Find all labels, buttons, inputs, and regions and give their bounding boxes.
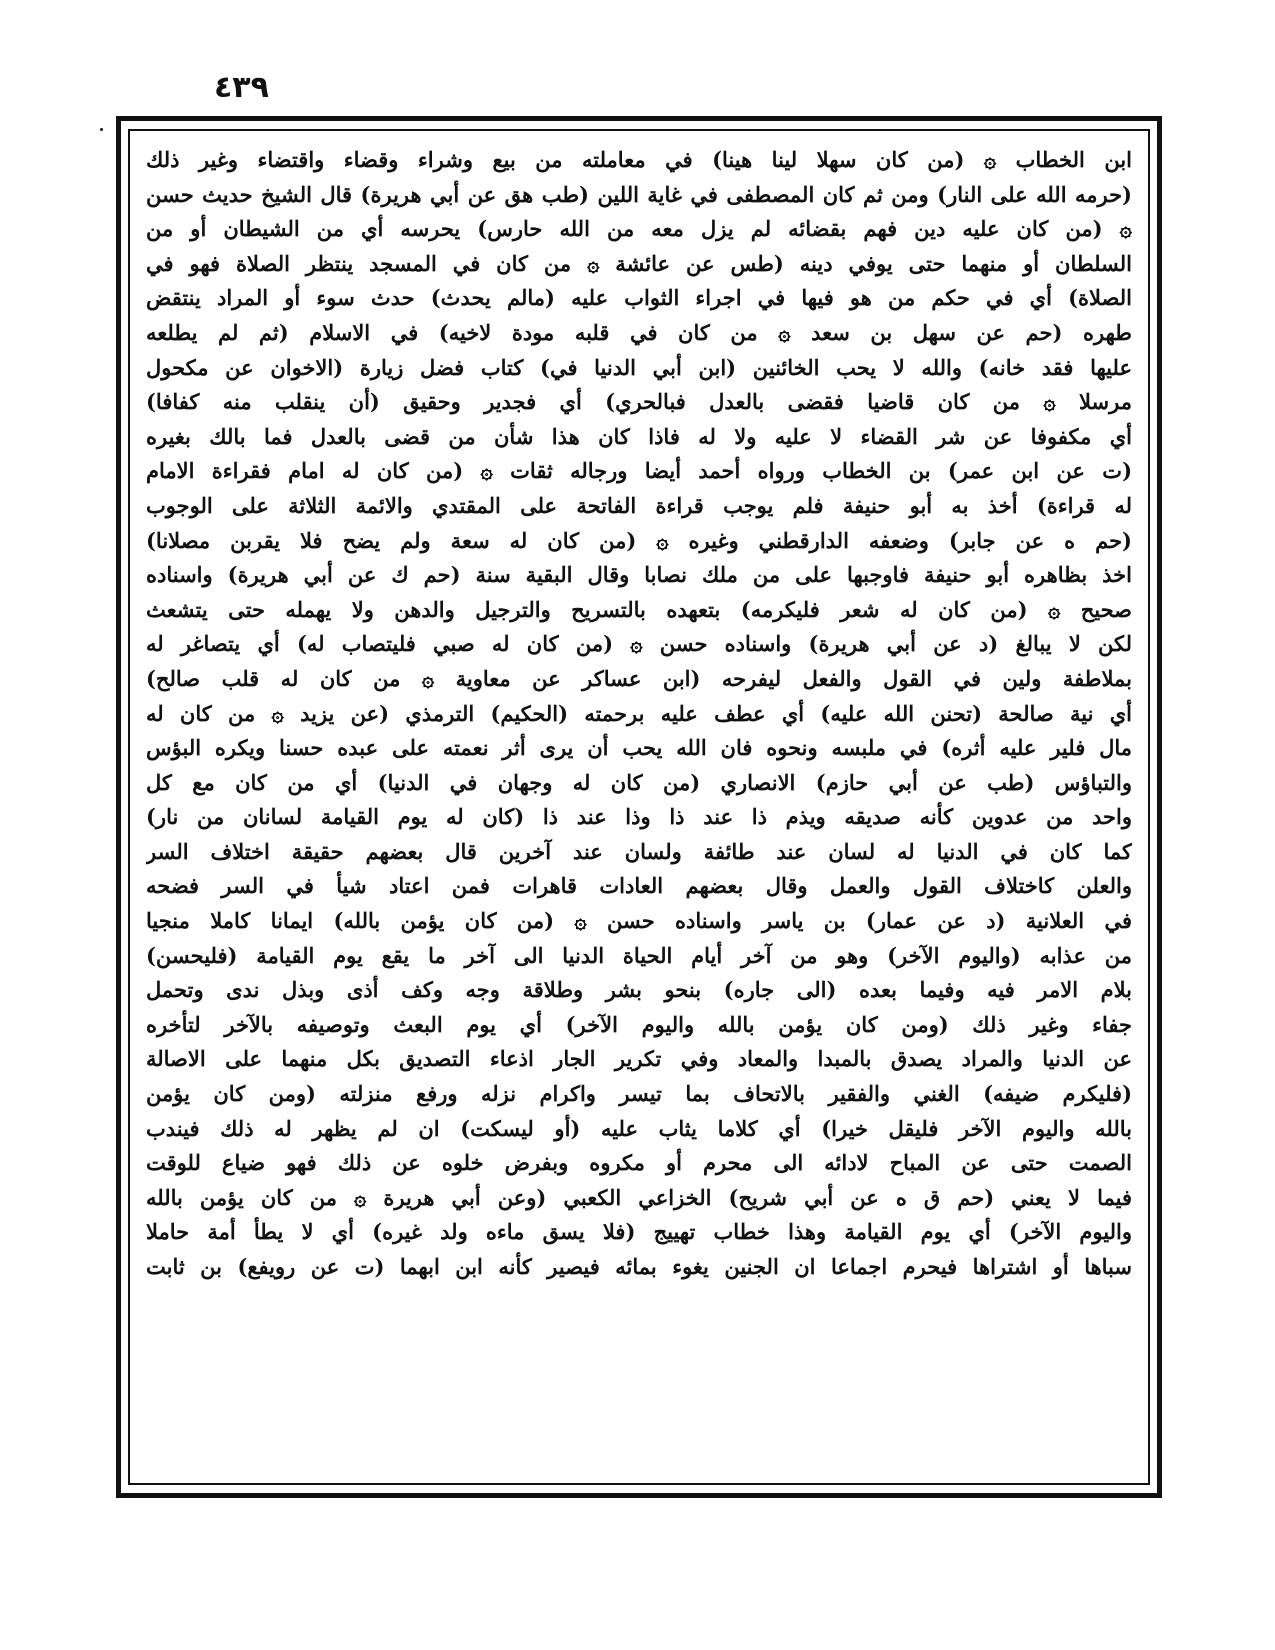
text-line: أي مكفوفا عن شر القضاء لا عليه ولا له فاذا كان هذا شأن من قضى بالعدل فما بالك بغيره xyxy=(146,423,1132,449)
text-line: والعلن كاختلاف القول والعمل وقال بعضهم العادات قاهرات فمن اعتاد شيأ في السر فضحه xyxy=(146,873,1132,899)
margin-dot xyxy=(100,128,103,131)
text-line: عليها فقد خانه) والله لا يحب الخائنين (ابن أبي الدنيا في) كتاب فضل زيارة (الاخوان عن مكحول xyxy=(146,354,1132,380)
text-line: (حرمه الله على النار) ومن ثم كان المصطفى في غاية اللين (طب هق عن أبي هريرة) قال الشيخ حديث حسن xyxy=(146,181,1132,207)
text-line: جفاء وغير ذلك (ومن كان يؤمن بالله واليوم الآخر) أي يوم البعث وتوصيفه بالآخر لتأخره xyxy=(146,1011,1132,1037)
text-line: واليوم الآخر) أي يوم القيامة وهذا خطاب تهييج (فلا يسق ماءه ولد غيره) أي لا يطأ أمة حاملا xyxy=(146,1219,1132,1245)
text-line: كما كان في الدنيا له لسان عند طائفة ولسان عند آخرين قال بعضهم حقيقة اختلاف السر xyxy=(146,838,1132,864)
text-line: مرسلا ۞ من كان قاضيا فقضى بالعدل فبالحري) أي فجدير وحقيق (أن ينقلب منه كفافا) xyxy=(146,389,1132,415)
text-line: الصمت حتى عن المباح لادائه الى محرم أو مكروه وبفرض خلوه عن ذلك فهو ضياع للوقت xyxy=(146,1150,1132,1176)
text-line: ابن الخطاب ۞ (من كان سهلا لينا هينا) في معاملته من بيع وشراء وقضاء واقتضاء وغير ذلك xyxy=(146,147,1132,172)
text-line: فيما لا يعني (حم ق ه عن أبي شريح) الخزاعي الكعبي (وعن أبي هريرة ۞ من كان يؤمن بالله xyxy=(146,1184,1132,1210)
text-line: اخذ بظاهره أبو حنيفة فاوجبها على من ملك نصابا وقال البقية سنة (حم ك عن أبي هريرة) واسناده xyxy=(146,562,1132,588)
text-line: بملاطفة ولين في القول والفعل ليفرحه (ابن عساكر عن معاوية ۞ من كان له قلب صالح) xyxy=(146,665,1132,691)
text-line: عن الدنيا والمراد يصدق بالمبدا والمعاد وفي تكرير الجار اذعاء التصديق بكل منهما على الاصالة xyxy=(146,1046,1132,1072)
text-line: بالله واليوم الآخر فليقل خيرا) أي كلاما يثاب عليه (أو ليسكت) ان لم يظهر له ذلك فيندب xyxy=(146,1115,1132,1141)
text-line: من عذابه (واليوم الآخر) وهو من آخر أيام الحياة الدنيا الى آخر ما يقع يوم القيامة (فليحسن) xyxy=(146,942,1132,968)
text-line: سباها أو اشتراها فيحرم اجماعا ان الجنين يغوء بمائه فيصير كأنه ابن ابهما (ت عن رويفع) بن ثابت xyxy=(146,1254,1132,1279)
text-line: (ت عن ابن عمر) بن الخطاب ورواه أحمد أيضا ورجاله ثقات ۞ (من كان له امام فقراءة الامام xyxy=(146,458,1132,484)
text-line: لكن لا يبالغ (د عن أبي هريرة) واسناده حسن ۞ (من كان له صبي فليتصاب له) أي يتصاغر له xyxy=(146,631,1132,657)
page-number: ٤٣٩ xyxy=(214,70,269,105)
text-line: له قراءة) أخذ به أبو حنيفة فلم يوجب قراءة الفاتحة على المقتدي والائمة الثلاثة على الوجوب xyxy=(146,492,1132,518)
text-line: بلام الامر فيه وفيما بعده (الى جاره) بنحو بشر وطلاقة وجه وكف أذى وبذل ندى وتحمل xyxy=(146,977,1132,1003)
text-line: مال فلير عليه أثره) في ملبسه ونحوه فان الله يحب أن يرى أثر نعمته على عبده حسنا ويكره البؤس xyxy=(146,735,1132,761)
text-block xyxy=(128,129,1150,1485)
text-line: السلطان أو منهما حتى يوفي دينه (طس عن عائشة ۞ من كان في المسجد ينتظر الصلاة فهو في xyxy=(146,250,1132,276)
text-line: (حم ه عن جابر) وضعفه الدارقطني وغيره ۞ (من كان له سعة ولم يضح فلا يقربن مصلانا) xyxy=(146,527,1132,553)
text-line: صحيح ۞ (من كان له شعر فليكرمه) بتعهده بالتسريح والترجيل والدهن ولا يهمله حتى يتشعث xyxy=(146,596,1132,622)
text-line: (فليكرم ضيفه) الغني والفقير بالاتحاف بما تيسر واكرام نزله ورفع منزلته (ومن كان يؤمن xyxy=(146,1081,1132,1107)
text-line: في العلانية (د عن عمار) بن ياسر واسناده حسن ۞ (من كان يؤمن بالله) ايمانا كاملا منجيا xyxy=(146,908,1132,934)
text-line: ۞ (من كان عليه دين فهم بقضائه لم يزل معه من الله حارس) يحرسه أي من الشيطان أو من xyxy=(146,216,1132,242)
text-line: الصلاة) أي في حكم من هو فيها في اجراء الثواب عليه (مالم يحدث) حدث سوء أو المراد ينتقض xyxy=(146,285,1132,311)
text-line: واحد من عدوين كأنه صديقه ويذم ذا عند ذا وذا عند ذا (كان له يوم القيامة لسانان من نار) xyxy=(146,804,1132,830)
text-line: أي نية صالحة (تحنن الله عليه) أي عطف عليه برحمته (الحكيم) الترمذي (عن يزيد ۞ من كان له xyxy=(146,700,1132,726)
text-line: والتباؤس (طب عن أبي حازم) الانصاري (من كان له وجهان في الدنيا) أي من كان مع كل xyxy=(146,769,1132,795)
text-line: طهره (حم عن سهل بن سعد ۞ من كان في قلبه مودة لاخيه) في الاسلام (ثم لم يطلعه xyxy=(146,319,1132,345)
